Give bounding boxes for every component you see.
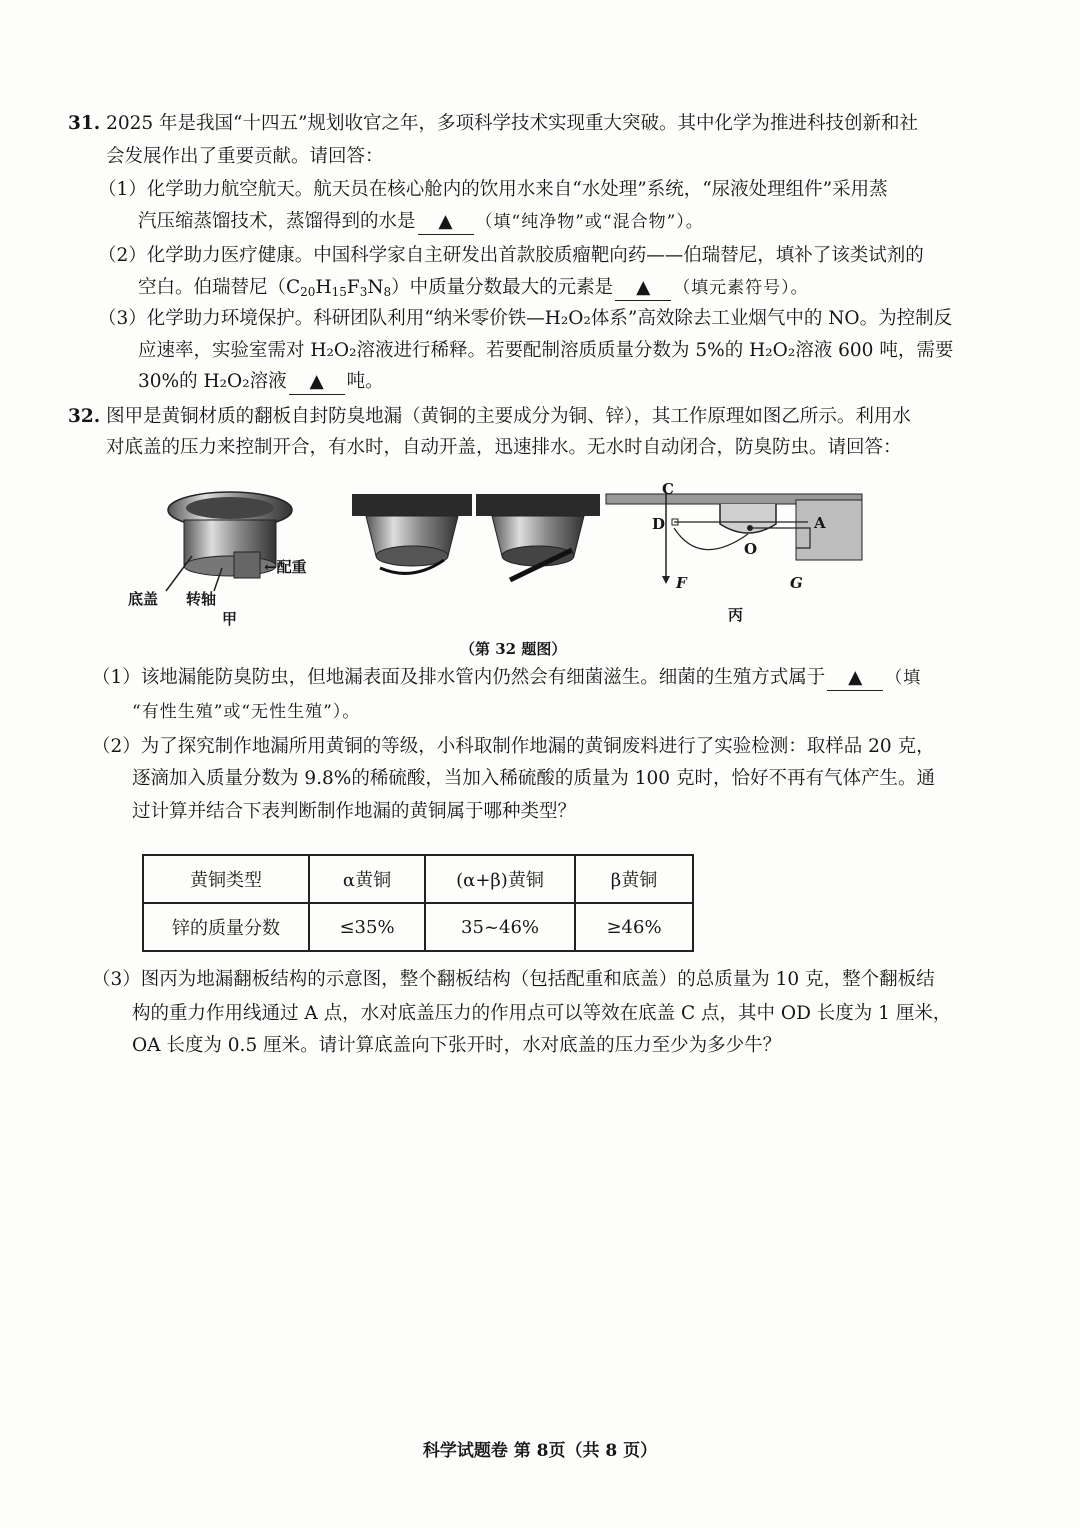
- q32-part1-line2: “有性生殖”或“无性生殖”）。: [132, 702, 361, 722]
- q31-part2-label: （2）: [98, 245, 147, 266]
- q32-part2-text1: 为了探究制作地漏所用黄铜的等级，小科取制作地漏的黄铜废料进行了实验检测：取样品 20 克，: [140, 736, 935, 757]
- point-a: A: [814, 514, 826, 532]
- q32-part1-label: （1）: [92, 667, 141, 688]
- formula-sub-8: 8: [383, 285, 392, 299]
- q31-part1-answer-blank[interactable]: ▲: [418, 210, 474, 235]
- q31-part2-text2c: （填元素符号）。: [673, 278, 809, 298]
- q31-part3-text3b: 吨。: [346, 371, 384, 392]
- table-header-cell: β黄铜: [575, 855, 693, 903]
- q32-stem-text1: 图甲是黄铜材质的翻板自封防臭地漏（黄铜的主要成分为铜、锌），其工作原理如图乙所示。利用水: [106, 406, 911, 427]
- brass-type-table: [142, 854, 694, 952]
- table-header-row: [143, 855, 693, 903]
- point-c: C: [662, 480, 674, 498]
- q32-stem-line1: [68, 405, 911, 429]
- q31-part1-line1: [98, 178, 888, 202]
- q31-part3-line1: [98, 307, 952, 331]
- q31-part3-line3: [138, 370, 384, 395]
- point-o: O: [744, 540, 758, 558]
- force-f: F: [676, 574, 687, 592]
- figure-caption: （第 32 题图）: [460, 640, 567, 658]
- q32-part2-line3: 过计算并结合下表判断制作地漏的黄铜属于哪种类型？: [132, 801, 577, 822]
- q31-part2-line1: [98, 244, 924, 268]
- q31-part3-text3a: 30%的 H₂O₂溶液: [138, 371, 287, 392]
- q32-part2-label: （2）: [92, 736, 141, 757]
- label-bottom-cover: 底盖: [128, 590, 159, 608]
- q32-part3-label: （3）: [92, 969, 141, 990]
- q31-part3-label: （3）: [98, 308, 147, 329]
- table-header-cell: 黄铜类型: [143, 855, 309, 903]
- q32-part3-line1: [92, 968, 935, 992]
- q31-stem-line1: [68, 112, 918, 136]
- page-footer: 科学试题卷 第 8页（共 8 页）: [422, 1441, 658, 1461]
- table-cell: ≥46%: [575, 903, 693, 951]
- table-cell: ≤35%: [309, 903, 425, 951]
- q31-part2-line2: [138, 276, 809, 301]
- table-cell: 35~46%: [425, 903, 575, 951]
- point-d: D: [652, 515, 666, 533]
- q32-part3-text1: 图丙为地漏翻板结构的示意图，整个翻板结构（包括配重和底盖）的总质量为 10 克，整个翻板结: [140, 969, 935, 990]
- q32-part1-line1: [92, 666, 921, 691]
- force-g: G: [790, 574, 803, 592]
- q32-part1-text1b: （填: [885, 668, 922, 688]
- formula-n: N: [367, 277, 384, 298]
- label-counterweight: ←配重: [264, 558, 307, 576]
- q32-stem-line2: 对底盖的压力来控制开合，有水时，自动开盖，迅速排水。无水时自动闭合，防臭防虫。请回答：: [106, 437, 902, 458]
- q32-part3-line2: 构的重力作用线通过 A 点，水对底盖压力的作用点可以等效在底盖 C 点，其中 OD 长度为 1 厘米，: [132, 1003, 952, 1024]
- q31-part2-answer-blank[interactable]: ▲: [615, 276, 671, 301]
- figure-yi-closed-photo: [352, 494, 472, 584]
- q31-part1-text1: 化学助力航空航天。航天员在核心舱内的饮用水来自“水处理”系统，“尿液处理组件”采用蒸: [146, 179, 888, 200]
- q31-part2-text1: 化学助力医疗健康。中国科学家自主研发出首款胶质瘤靶向药——伯瑞替尼，填补了该类试剂的: [146, 245, 924, 266]
- q31-part3-text1: 化学助力环境保护。科研团队利用“纳米零价铁—H₂O₂体系”高效除去工业烟气中的 NO。为控制反: [146, 308, 953, 329]
- q31-part2-text2a: 空白。伯瑞替尼（C: [138, 277, 301, 298]
- q32-part1-answer-blank[interactable]: ▲: [827, 666, 883, 691]
- q32-part1-text1a: 该地漏能防臭防虫，但地漏表面及排水管内仍然会有细菌滋生。细菌的生殖方式属于: [140, 667, 826, 688]
- q31-part3-answer-blank[interactable]: ▲: [289, 370, 345, 395]
- formula-f: F: [346, 277, 360, 298]
- q31-stem-line2: 会发展作出了重要贡献。请回答：: [106, 146, 384, 167]
- table-header-cell: (α+β)黄铜: [425, 855, 575, 903]
- figure-yi-open-photo: [476, 494, 600, 584]
- formula-sub-15: 15: [331, 285, 347, 299]
- table-cell: 锌的质量分数: [143, 903, 309, 951]
- formula-h: H: [315, 277, 332, 298]
- label-figure-bing: 丙: [728, 606, 744, 624]
- label-figure-jia: 甲: [222, 610, 238, 628]
- q32-part3-line3: OA 长度为 0.5 厘米。请计算底盖向下张开时，水对底盖的压力至少为多少牛？: [132, 1035, 782, 1056]
- q32-part2-line2: 逐滴加入质量分数为 9.8%的稀硫酸，当加入稀硫酸的质量为 100 克时，恰好不再有气体产生。通: [132, 768, 935, 789]
- q31-part3-line2: 应速率，实验室需对 H₂O₂溶液进行稀释。若要配制溶质质量分数为 5%的 H₂O₂溶液 600 吨，需要: [138, 340, 954, 361]
- label-shaft: 转轴: [186, 590, 217, 608]
- q32-number: 32.: [68, 406, 101, 427]
- formula-sub-3: 3: [359, 285, 368, 299]
- formula-sub-20: 20: [300, 285, 316, 299]
- figure-bing-diagram: [600, 478, 870, 596]
- table-row: [143, 903, 693, 951]
- q31-part2-text2b: ）中质量分数最大的元素是: [391, 277, 614, 298]
- q31-part1-label: （1）: [98, 179, 147, 200]
- q32-part2-line1: [92, 735, 935, 759]
- q31-part1-text2a: 汽压缩蒸馏技术，蒸馏得到的水是: [138, 211, 416, 232]
- q31-number: 31.: [68, 113, 101, 134]
- q31-part1-line2: [138, 210, 704, 235]
- q31-stem-text1: 2025 年是我国“十四五”规划收官之年，多项科学技术实现重大突破。其中化学为推进科技创新和社: [106, 113, 918, 134]
- q31-part1-text2b: （填“纯净物”或“混合物”）。: [475, 212, 704, 232]
- table-header-cell: α黄铜: [309, 855, 425, 903]
